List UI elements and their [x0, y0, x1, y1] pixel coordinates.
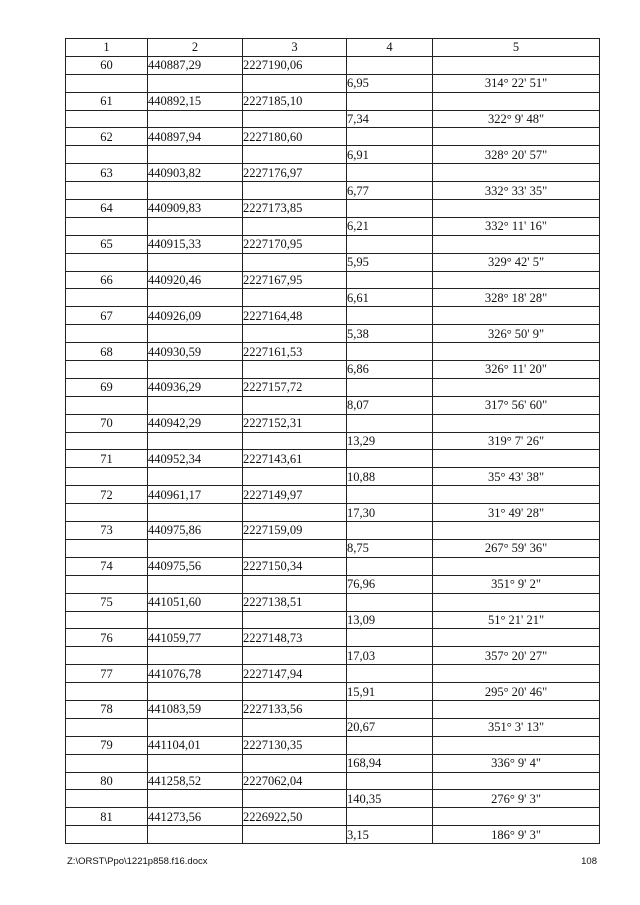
direction-angle: 295° 20' 46"	[433, 683, 600, 701]
coord-x: 441104,01	[148, 736, 243, 754]
empty-cell	[433, 736, 600, 754]
point-number: 66	[66, 271, 148, 289]
empty-cell	[243, 539, 347, 557]
empty-cell	[433, 522, 600, 540]
empty-cell	[243, 647, 347, 665]
empty-cell	[66, 468, 148, 486]
table-row	[66, 557, 600, 575]
direction-angle: 332° 11' 16"	[433, 217, 600, 235]
direction-angle: 276° 9' 3"	[433, 790, 600, 808]
point-number: 71	[66, 450, 148, 468]
table-row	[66, 289, 600, 307]
footer-file-path: Z:\ORST\Ppo\1221p858.f16.docx	[67, 856, 208, 867]
point-number: 64	[66, 200, 148, 218]
coord-x: 440892,15	[148, 92, 243, 110]
empty-cell	[66, 182, 148, 200]
table-row	[66, 522, 600, 540]
coord-y: 2227176,97	[243, 164, 347, 182]
table-row	[66, 611, 600, 629]
segment-length: 7,34	[347, 110, 433, 128]
segment-length: 6,86	[347, 361, 433, 379]
empty-cell	[433, 164, 600, 182]
coord-y: 2227148,73	[243, 629, 347, 647]
coord-y: 2226922,50	[243, 808, 347, 826]
table-row	[66, 164, 600, 182]
direction-angle: 326° 50' 9"	[433, 325, 600, 343]
coord-x: 440926,09	[148, 307, 243, 325]
direction-angle: 351° 3' 13"	[433, 718, 600, 736]
point-number: 65	[66, 235, 148, 253]
empty-cell	[66, 361, 148, 379]
direction-angle: 328° 18' 28"	[433, 289, 600, 307]
empty-cell	[347, 772, 433, 790]
direction-angle: 35° 43' 38"	[433, 468, 600, 486]
point-number: 62	[66, 128, 148, 146]
empty-cell	[66, 504, 148, 522]
empty-cell	[433, 307, 600, 325]
empty-cell	[66, 146, 148, 164]
empty-cell	[243, 110, 347, 128]
segment-length: 6,95	[347, 74, 433, 92]
coord-y: 2227152,31	[243, 414, 347, 432]
empty-cell	[243, 718, 347, 736]
point-number: 63	[66, 164, 148, 182]
empty-cell	[433, 414, 600, 432]
point-number: 73	[66, 522, 148, 540]
empty-cell	[243, 575, 347, 593]
point-number: 60	[66, 56, 148, 74]
direction-angle: 322° 9' 48"	[433, 110, 600, 128]
empty-cell	[347, 486, 433, 504]
empty-cell	[433, 378, 600, 396]
point-number: 72	[66, 486, 148, 504]
direction-angle: 319° 7' 26"	[433, 432, 600, 450]
segment-length: 3,15	[347, 826, 433, 844]
empty-cell	[66, 718, 148, 736]
coord-x: 440915,33	[148, 235, 243, 253]
direction-angle: 326° 11' 20"	[433, 361, 600, 379]
direction-angle: 332° 33' 35"	[433, 182, 600, 200]
coord-y: 2227190,06	[243, 56, 347, 74]
coord-x: 440909,83	[148, 200, 243, 218]
coord-x: 440903,82	[148, 164, 243, 182]
empty-cell	[433, 772, 600, 790]
direction-angle: 317° 56' 60"	[433, 396, 600, 414]
coord-y: 2227167,95	[243, 271, 347, 289]
direction-angle: 328° 20' 57"	[433, 146, 600, 164]
empty-cell	[148, 146, 243, 164]
segment-length: 6,61	[347, 289, 433, 307]
point-number: 76	[66, 629, 148, 647]
empty-cell	[148, 325, 243, 343]
empty-cell	[243, 432, 347, 450]
coord-x: 441273,56	[148, 808, 243, 826]
point-number: 69	[66, 378, 148, 396]
empty-cell	[66, 539, 148, 557]
header-col-2: 2	[148, 39, 243, 57]
segment-length: 8,75	[347, 539, 433, 557]
coord-x: 441083,59	[148, 700, 243, 718]
empty-cell	[347, 56, 433, 74]
point-number: 68	[66, 343, 148, 361]
empty-cell	[243, 611, 347, 629]
empty-cell	[347, 164, 433, 182]
empty-cell	[66, 289, 148, 307]
coordinates-table	[65, 38, 600, 844]
direction-angle: 329° 42' 5"	[433, 253, 600, 271]
empty-cell	[433, 92, 600, 110]
empty-cell	[148, 253, 243, 271]
table-row	[66, 450, 600, 468]
coord-y: 2227133,56	[243, 700, 347, 718]
table-row	[66, 647, 600, 665]
empty-cell	[148, 611, 243, 629]
table-row	[66, 217, 600, 235]
table-row	[66, 307, 600, 325]
empty-cell	[148, 217, 243, 235]
coord-x: 440975,86	[148, 522, 243, 540]
empty-cell	[148, 504, 243, 522]
coord-x: 440942,29	[148, 414, 243, 432]
empty-cell	[347, 200, 433, 218]
empty-cell	[433, 593, 600, 611]
empty-cell	[148, 718, 243, 736]
direction-angle: 336° 9' 4"	[433, 754, 600, 772]
empty-cell	[66, 74, 148, 92]
empty-cell	[148, 289, 243, 307]
empty-cell	[66, 396, 148, 414]
empty-cell	[243, 504, 347, 522]
empty-cell	[243, 217, 347, 235]
empty-cell	[148, 647, 243, 665]
table-row	[66, 56, 600, 74]
segment-length: 15,91	[347, 683, 433, 701]
coord-y: 2227159,09	[243, 522, 347, 540]
empty-cell	[148, 683, 243, 701]
segment-length: 20,67	[347, 718, 433, 736]
coord-y: 2227161,53	[243, 343, 347, 361]
segment-length: 17,03	[347, 647, 433, 665]
empty-cell	[433, 486, 600, 504]
empty-cell	[433, 343, 600, 361]
table-row	[66, 110, 600, 128]
segment-length: 13,09	[347, 611, 433, 629]
header-col-5: 5	[433, 39, 600, 57]
point-number: 70	[66, 414, 148, 432]
segment-length: 140,35	[347, 790, 433, 808]
header-col-4: 4	[347, 39, 433, 57]
coord-y: 2227130,35	[243, 736, 347, 754]
empty-cell	[148, 182, 243, 200]
empty-cell	[148, 74, 243, 92]
empty-cell	[347, 736, 433, 754]
coord-x: 440952,34	[148, 450, 243, 468]
coord-x: 440887,29	[148, 56, 243, 74]
empty-cell	[243, 754, 347, 772]
empty-cell	[243, 146, 347, 164]
table-row	[66, 361, 600, 379]
table-row	[66, 396, 600, 414]
empty-cell	[243, 683, 347, 701]
point-number: 74	[66, 557, 148, 575]
coord-x: 440897,94	[148, 128, 243, 146]
footer-page-number: 108	[581, 856, 597, 867]
point-number: 79	[66, 736, 148, 754]
coord-y: 2227164,48	[243, 307, 347, 325]
table-row	[66, 92, 600, 110]
point-number: 80	[66, 772, 148, 790]
table-row	[66, 790, 600, 808]
empty-cell	[347, 378, 433, 396]
point-number: 77	[66, 665, 148, 683]
empty-cell	[243, 468, 347, 486]
table-row	[66, 772, 600, 790]
table-row	[66, 629, 600, 647]
empty-cell	[243, 826, 347, 844]
empty-cell	[347, 92, 433, 110]
segment-length: 168,94	[347, 754, 433, 772]
coord-y: 2227173,85	[243, 200, 347, 218]
segment-length: 13,29	[347, 432, 433, 450]
table-row	[66, 575, 600, 593]
empty-cell	[66, 826, 148, 844]
empty-cell	[433, 271, 600, 289]
empty-cell	[66, 575, 148, 593]
empty-cell	[347, 307, 433, 325]
coord-y: 2227147,94	[243, 665, 347, 683]
coord-y: 2227143,61	[243, 450, 347, 468]
empty-cell	[347, 414, 433, 432]
coord-x: 440975,56	[148, 557, 243, 575]
empty-cell	[433, 557, 600, 575]
empty-cell	[66, 754, 148, 772]
empty-cell	[148, 468, 243, 486]
coord-x: 440920,46	[148, 271, 243, 289]
direction-angle: 51° 21' 21"	[433, 611, 600, 629]
table-row	[66, 432, 600, 450]
table-row	[66, 128, 600, 146]
empty-cell	[148, 539, 243, 557]
empty-cell	[347, 343, 433, 361]
empty-cell	[433, 200, 600, 218]
table-row	[66, 146, 600, 164]
empty-cell	[433, 128, 600, 146]
coord-y: 2227157,72	[243, 378, 347, 396]
direction-angle: 267° 59' 36"	[433, 539, 600, 557]
table-row	[66, 486, 600, 504]
empty-cell	[347, 700, 433, 718]
empty-cell	[66, 647, 148, 665]
empty-cell	[433, 56, 600, 74]
coord-x: 440961,17	[148, 486, 243, 504]
empty-cell	[148, 432, 243, 450]
table-row	[66, 253, 600, 271]
empty-cell	[433, 629, 600, 647]
empty-cell	[433, 808, 600, 826]
point-number: 81	[66, 808, 148, 826]
empty-cell	[66, 217, 148, 235]
point-number: 61	[66, 92, 148, 110]
empty-cell	[148, 575, 243, 593]
segment-length: 6,91	[347, 146, 433, 164]
table-row	[66, 504, 600, 522]
segment-length: 6,21	[347, 217, 433, 235]
empty-cell	[347, 665, 433, 683]
table-row	[66, 665, 600, 683]
coord-x: 441076,78	[148, 665, 243, 683]
table-row	[66, 235, 600, 253]
empty-cell	[66, 110, 148, 128]
coord-y: 2227138,51	[243, 593, 347, 611]
empty-cell	[243, 790, 347, 808]
segment-length: 8,07	[347, 396, 433, 414]
empty-cell	[347, 629, 433, 647]
coord-x: 440930,59	[148, 343, 243, 361]
empty-cell	[243, 74, 347, 92]
direction-angle: 186° 9' 3"	[433, 826, 600, 844]
empty-cell	[243, 253, 347, 271]
empty-cell	[66, 253, 148, 271]
table-row	[66, 808, 600, 826]
coord-x: 440936,29	[148, 378, 243, 396]
empty-cell	[347, 271, 433, 289]
table-row	[66, 414, 600, 432]
empty-cell	[66, 790, 148, 808]
empty-cell	[66, 432, 148, 450]
table-row	[66, 182, 600, 200]
coord-y: 2227150,34	[243, 557, 347, 575]
table-body	[66, 56, 600, 843]
point-number: 78	[66, 700, 148, 718]
empty-cell	[243, 325, 347, 343]
table-row	[66, 754, 600, 772]
coord-x: 441258,52	[148, 772, 243, 790]
table-row	[66, 325, 600, 343]
header-col-3: 3	[243, 39, 347, 57]
empty-cell	[148, 790, 243, 808]
table-row	[66, 343, 600, 361]
table-row	[66, 200, 600, 218]
table-row	[66, 700, 600, 718]
empty-cell	[66, 683, 148, 701]
empty-cell	[433, 700, 600, 718]
empty-cell	[148, 826, 243, 844]
segment-length: 10,88	[347, 468, 433, 486]
header-col-1: 1	[66, 39, 148, 57]
table-row	[66, 593, 600, 611]
empty-cell	[433, 450, 600, 468]
table-row	[66, 736, 600, 754]
empty-cell	[347, 235, 433, 253]
segment-length: 76,96	[347, 575, 433, 593]
table-row	[66, 718, 600, 736]
coord-y: 2227149,97	[243, 486, 347, 504]
empty-cell	[243, 361, 347, 379]
empty-cell	[66, 325, 148, 343]
coord-y: 2227170,95	[243, 235, 347, 253]
empty-cell	[148, 110, 243, 128]
table-row	[66, 271, 600, 289]
table-row	[66, 539, 600, 557]
empty-cell	[148, 361, 243, 379]
coord-y: 2227062,04	[243, 772, 347, 790]
coord-x: 441059,77	[148, 629, 243, 647]
point-number: 75	[66, 593, 148, 611]
empty-cell	[347, 128, 433, 146]
empty-cell	[66, 611, 148, 629]
empty-cell	[243, 396, 347, 414]
empty-cell	[148, 754, 243, 772]
table-row	[66, 74, 600, 92]
coord-y: 2227180,60	[243, 128, 347, 146]
header-row	[66, 39, 600, 57]
table-row	[66, 683, 600, 701]
table-row	[66, 826, 600, 844]
empty-cell	[243, 182, 347, 200]
direction-angle: 31° 49' 28"	[433, 504, 600, 522]
direction-angle: 357° 20' 27"	[433, 647, 600, 665]
empty-cell	[347, 557, 433, 575]
empty-cell	[347, 808, 433, 826]
empty-cell	[347, 450, 433, 468]
empty-cell	[148, 396, 243, 414]
segment-length: 5,38	[347, 325, 433, 343]
empty-cell	[433, 665, 600, 683]
direction-angle: 351° 9' 2"	[433, 575, 600, 593]
segment-length: 6,77	[347, 182, 433, 200]
point-number: 67	[66, 307, 148, 325]
segment-length: 5,95	[347, 253, 433, 271]
table-row	[66, 468, 600, 486]
direction-angle: 314° 22' 51"	[433, 74, 600, 92]
table-row	[66, 378, 600, 396]
empty-cell	[347, 593, 433, 611]
coord-y: 2227185,10	[243, 92, 347, 110]
empty-cell	[243, 289, 347, 307]
segment-length: 17,30	[347, 504, 433, 522]
empty-cell	[347, 522, 433, 540]
coord-x: 441051,60	[148, 593, 243, 611]
empty-cell	[433, 235, 600, 253]
